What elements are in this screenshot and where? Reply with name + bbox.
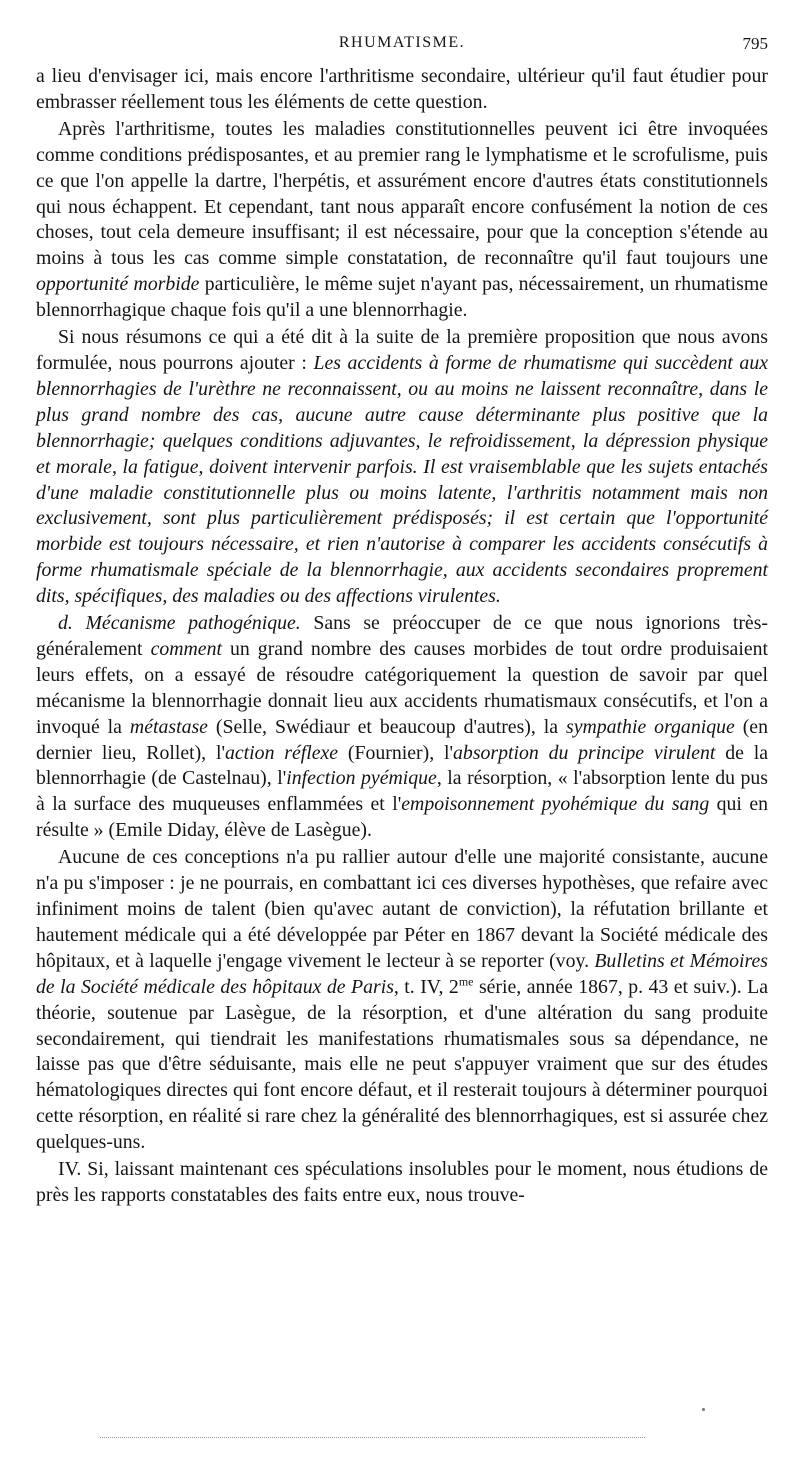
paragraph-mecanisme-pathogenique: d. Mécanisme pathogénique. Sans se préoccuper de ce que nous ignorions très-généralement comment un grand nombre des causes morbides de tout ordre produisaient leurs effets, on a essayé de résoudre catégoriquement la question de savoir par quel mécanisme la blennorrhagie donnait lieu aux accidents rhumatismaux consécutifs, et l'on a invoqué la métastase (Selle, Swédiaur et beaucoup d'autres), la sympathie organique (en dernier lieu, Rollet), l'action réflexe (Fournier), l'absorption du principe virulent de la blennorrhagie (de Castelnau), l'infection pyémique, la résorption, « l'absorption lente du pus à la surface des muqueuses enflammées et l'empoisonnement pyohémique du sang qui en résulte » (Emile Diday, élève de Lasègue).	[36, 612, 769, 842]
running-head: RHUMATISME.	[338, 34, 466, 51]
paragraph-refutation: Aucune de ces conceptions n'a pu rallier autour d'elle une majorité consistante, aucune n'a pu s'imposer : je ne pourrais, en combattant ici ces diverses hypothèses, que refaire avec infiniment moins de talent (bien qu'avec autant de conviction), la réfutation brillante et hautement médicale qui a été développée par Péter en 1867 devant la Société médicale des hôpitaux, et à laquelle j'engage vivement le lecteur à se reporter (voy. Bulletins et Mémoires de la Société médicale des hôpitaux de Paris, t. IV, $2^{me}$ série, année 1867, p. 43 et suiv.). La théorie, soutenue par Lasègue, de la résorption, et d'une altération du sang produite secondairement, qui tiendrait les manifestations rhumatismales sous sa dépendance, ne laisse pas que d'être séduisante, mais elle ne peut s'appuyer vraiment que sur des études hématologiques directes qui font encore défaut, et il resterait toujours à déterminer pourquoi cette résorption, en réalité si rare chez la généralité des blennorrhagiques, est si assurée chez quelques-uns.	[36, 846, 768, 1154]
paragraph-summary: Si nous résumons ce qui a été dit à la suite de la première proposition que nous avons formulée, nous pourrons ajouter : Les accidents à forme de rhumatisme qui succèdent aux blennorrhagies de l'urèthre ne reconnaissent, ou au moins ne laissent reconnaître, dans le plus grand nombre des cas, aucune autre cause déterminante plus positive que la blennorrhagie; quelques conditions adjuvantes, le refroidissement, la dépression physique et morale, la fatigue, doivent intervenir parfois. Il est vraisemblable que les sujets entachés d'une maladie constitutionnelle plus ou moins latente, l'arthritis notamment mais non exclusivement, sont plus particulièrement prédisposés; il est certain que l'opportunité morbide est toujours nécessaire, et rien n'autorise à comparer les accidents consécutifs à forme rhumatismale spéciale de la blennorrhagie, aux accidents secondaires proprement dits, spécifiques, des maladies ou des affections virulentes.	[36, 326, 768, 608]
paragraph-continuation: a lieu d'envisager ici, mais encore l'arthritisme secondaire, ultérieur qu'il faut étudier pour embrasser réellement tous les éléments de cette question.	[36, 65, 768, 113]
paragraph-predisposing-conditions: Après l'arthritisme, toutes les maladies constitutionnelles peuvent ici être invoquées comme conditions prédisposantes, et au premier rang le lymphatisme et le scrofulisme, puis ce que l'on appelle la dartre, l'herpétis, et assurément encore d'autres états constitutionnels qui nous échappent. Et cependant, tant nous apparaît encore confusément la notion de ces choses, tout cela demeure insuffisant; il est nécessaire, pour que la conception s'étende au moins à tous les cas comme simple constatation, de reconnaître qu'il faut toujours une opportunité morbide particulière, le même sujet n'ayant pas, nécessairement, un rhumatisme blennorrhagique chaque fois qu'il a une blennorrhagie.	[36, 117, 768, 322]
paragraph-section-iv: IV. Si, laissant maintenant ces spéculations insolubles pour le moment, nous étudions de près les rapports constatables des faits entre eux, nous trouve-	[36, 1158, 768, 1206]
body-text	[36, 64, 768, 1209]
print-speck	[702, 1408, 705, 1411]
citation-bulletins: Bulletins et Mémoires de la Société médicale des hôpitaux de Paris	[36, 949, 768, 998]
page-number: 795	[742, 34, 768, 53]
section-heading-mecanisme: d. Mécanisme pathogénique.	[58, 612, 301, 635]
emphasis-summary-statement: Les accidents à forme de rhumatisme qui succèdent aux blennorrhagies de l'urèthre ne reconnaissent, ou au moins ne laissent reconnaître, dans le plus grand nombre des cas, aucune autre cause déterminante plus positive que la blennorrhagie; quelques conditions adjuvantes, le refroidissement, la dépression physique et morale, la fatigue, doivent intervenir parfois. Il est vraisemblable que les sujets entachés d'une maladie constitutionnelle plus ou moins latente, l'arthritis notamment mais non exclusivement, sont plus particulièrement prédisposés; il est certain que l'opportunité morbide est toujours nécessaire, et rien n'autorise à comparer les accidents consécutifs à forme rhumatismale spéciale de la blennorrhagie, aux accidents secondaires proprement dits, spécifiques, des maladies ou des affections virulentes.	[36, 351, 768, 608]
bottom-dotted-rule	[100, 1437, 645, 1439]
emphasis-opportunite-morbide: opportunité morbide	[36, 273, 200, 296]
page-header	[36, 34, 768, 58]
